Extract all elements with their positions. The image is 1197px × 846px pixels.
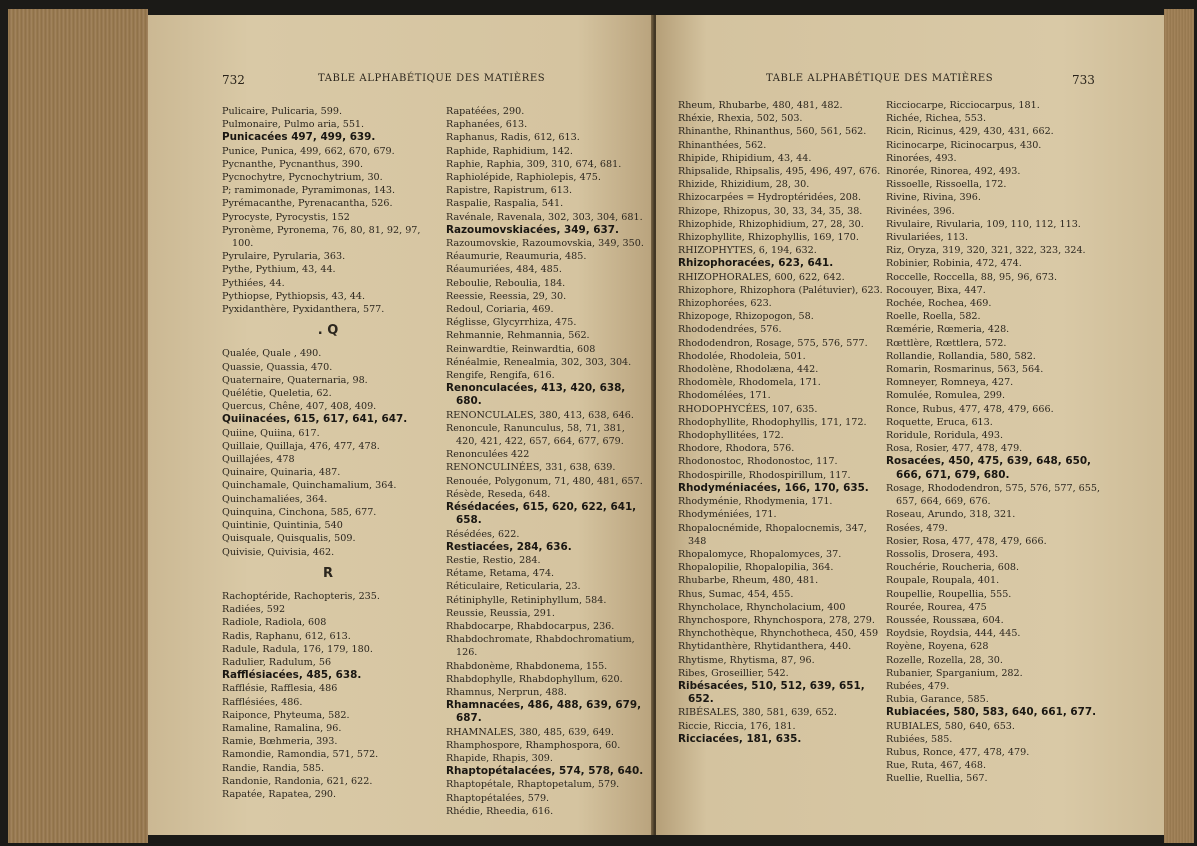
index-entry: Quassie, Quassia, 470. (222, 361, 333, 373)
index-entry: Pythiopse, Pythiopsis, 43, 44. (222, 290, 366, 302)
index-entry: Pythiées, 44. (222, 277, 285, 289)
index-entry: Quinaire, Quinaria, 487. (222, 467, 341, 479)
index-entry: Rosées, 479. (886, 522, 948, 534)
index-entry: Rhizophyllite, Rhizophyllis, 169, 170. (678, 232, 859, 244)
index-entry: Résède, Reseda, 648. (446, 488, 551, 500)
index-entry: Richée, Richea, 553. (886, 113, 986, 125)
index-entry: Rhipsalide, Rhipsalis, 495, 496, 497, 676. (678, 166, 881, 178)
running-header-right: TABLE ALPHABÉTIQUE DES MATIÈRES (766, 73, 994, 84)
index-entry-family: Résédacées, 615, 620, 622, 641, 658. (446, 501, 637, 527)
index-entry: Rhus, Sumac, 454, 455. (678, 588, 794, 600)
index-entry: Roquette, Eruca, 613. (886, 416, 993, 428)
index-entry: Royène, Royena, 628 (886, 641, 989, 653)
index-entry: Pyrocyste, Pyrocystis, 152 (222, 211, 350, 223)
index-entry: Robinier, Robinia, 472, 474. (886, 258, 1022, 270)
index-entry-family: Ribésacées, 510, 512, 639, 651, 652. (678, 679, 865, 706)
index-entry: Rhizope, Rhizopus, 30, 33, 34, 35, 38. (678, 205, 863, 217)
index-entry: Ruellie, Ruellia, 567. (886, 773, 988, 785)
index-entry: Rossolis, Drosera, 493. (886, 548, 999, 560)
index-entry: Rhodore, Rhodora, 576. (678, 443, 795, 455)
index-entry: Ramie, Bœhmeria, 393. (222, 736, 338, 748)
index-entry: Rinorée, Rinorea, 492, 493. (886, 166, 1021, 178)
index-entry: Quercus, Chêne, 407, 408, 409. (222, 401, 377, 413)
index-entry: Quélétie, Queletia, 62. (222, 388, 332, 400)
index-entry-family: Rosacées, 450, 475, 639, 648, 650, 666, 671, 679, 680. (886, 455, 1091, 481)
index-entry: Rubanier, Sparganium, 282. (886, 667, 1023, 679)
right-page (656, 15, 1164, 835)
index-entry: RHIZOPHYTES, 6, 194, 632. (678, 245, 817, 257)
index-entry: Ravénale, Ravenala, 302, 303, 304, 681. (446, 211, 643, 223)
index-entry: Rhodomélées, 171. (678, 390, 771, 402)
index-entry: Rengife, Rengifa, 616. (446, 370, 555, 382)
index-entry: Rhododendron, Rosage, 575, 576, 577. (678, 337, 868, 349)
index-entry-family: Renonculacées, 413, 420, 638, 680. (446, 382, 626, 408)
index-entry: Rhabdocarpe, Rhabdocarpus, 236. (446, 620, 615, 632)
index-entry: Rissoelle, Rissoella, 172. (886, 179, 1007, 191)
index-entry: Rafflésie, Rafflesia, 486 (222, 683, 338, 695)
index-entry: Rhynchospore, Rhynchospora, 278, 279. (678, 614, 875, 626)
index-entry: Pythe, Pythium, 43, 44. (222, 264, 336, 276)
index-entry: Rourée, Rourea, 475 (886, 601, 987, 613)
index-entry: Rhabdophylle, Rhabdophyllum, 620. (446, 673, 623, 685)
index-entry: Romarin, Rosmarinus, 563, 564. (886, 364, 1044, 376)
index-entry: Rocouyer, Bixa, 447. (886, 284, 986, 296)
index-entry: Qualée, Quale , 490. (222, 348, 322, 360)
index-entry: Rétame, Retama, 474. (446, 568, 555, 580)
index-entry: Rapistre, Rapistrum, 613. (446, 185, 572, 197)
index-entry: Riccie, Riccia, 176, 181. (678, 720, 796, 732)
index-entry: Réglisse, Glycyrrhiza, 475. (446, 317, 577, 329)
index-entry: Punice, Punica, 499, 662, 670, 679. (222, 145, 395, 157)
index-entry: Quillajées, 478 (222, 454, 295, 466)
index-entry: Rapatéées, 290. (446, 106, 525, 117)
index-entry: Rhodonostoc, Rhodonostoc, 117. (678, 456, 838, 468)
index-entry: Rivine, Rivina, 396. (886, 192, 981, 204)
index-entry: Rubia, Garance, 585. (886, 694, 989, 706)
index-entry: RHODOPHYCÉES, 107, 635. (678, 403, 818, 415)
book-page-edges-right (1164, 9, 1194, 843)
index-entry-family: Ricciacées, 181, 635. (678, 732, 802, 745)
index-entry: Rhinanthées, 562. (678, 139, 767, 151)
index-entry: Roseau, Arundo, 318, 321. (886, 509, 1016, 521)
index-entry: Rubées, 479. (886, 680, 950, 692)
section-letter-heading: . Q (317, 323, 339, 339)
index-entry: Rœttlère, Rœttlera, 572. (886, 337, 1007, 349)
index-entry: Pycnochytre, Pycnochytrium, 30. (222, 172, 383, 184)
index-entry: P; ramimonade, Pyramimonas, 143. (222, 185, 396, 197)
index-entry: Raiponce, Phyteuma, 582. (222, 709, 350, 721)
index-entry: Rhamphospore, Rhamphospora, 60. (446, 739, 621, 751)
book-page-edges-left (8, 9, 148, 843)
index-entry: Rhopalocnémide, Rhopalocnemis, 347, 348 (678, 522, 867, 547)
index-entry: RHAMNALES, 380, 485, 639, 649. (446, 726, 614, 738)
index-entry: Rosier, Rosa, 477, 478, 479, 666. (886, 535, 1047, 547)
index-entry: Reussie, Reussia, 291. (446, 607, 555, 619)
index-entry: Rhodolée, Rhodoleia, 501. (678, 350, 806, 362)
index-entry: Rehmannie, Rehmannia, 562. (446, 330, 590, 342)
index-entry: RENONCULINÉES, 331, 638, 639. (446, 462, 616, 474)
index-entry: Quaternaire, Quaternaria, 98. (222, 374, 368, 386)
index-entry-family: Punicacées 497, 499, 639. (222, 131, 376, 144)
index-entry: Rapatée, Rapatea, 290. (222, 788, 337, 800)
index-entry: Rhodospirille, Rhodospirillum, 117. (678, 469, 851, 481)
index-entry: Rhopalopilie, Rhopalopilia, 364. (678, 562, 834, 574)
index-entry: Rhinanthe, Rhinanthus, 560, 561, 562. (678, 126, 867, 138)
index-entry: Raphiolépide, Raphiolepis, 475. (446, 172, 601, 184)
section-letter-heading: R (322, 565, 333, 581)
index-entry: Rachoptéride, Rachopteris, 235. (222, 590, 380, 602)
index-entry: Reinwardtie, Reinwardtia, 608 (446, 343, 596, 355)
index-entry: Rhodomèle, Rhodomela, 171. (678, 377, 821, 389)
index-entry-family: Rhamnacées, 486, 488, 639, 679, 687. (446, 699, 642, 725)
open-book (8, 9, 1194, 843)
index-entry: Rhyncholace, Rhyncholacium, 400 (678, 601, 846, 613)
index-entry: Quinchamaliées, 364. (222, 493, 328, 505)
index-entry: Raphanus, Radis, 612, 613. (446, 132, 580, 144)
index-entry: Raspalie, Raspalia, 541. (446, 198, 564, 210)
index-entry: Rhabdochromate, Rhabdochromatium, 126. (446, 634, 635, 659)
index-entry: Rozelle, Rozella, 28, 30. (886, 654, 1003, 666)
index-entry: Ramaline, Ramalina, 96. (222, 722, 342, 734)
index-entry: Rue, Ruta, 467, 468. (886, 760, 987, 772)
index-entry: Roridule, Roridula, 493. (886, 430, 1004, 442)
index-entry: Rhynchothèque, Rhynchotheca, 450, 459 (678, 628, 879, 640)
index-entry: Raphie, Raphia, 309, 310, 674, 681. (446, 158, 622, 170)
index-entry: Reboulie, Reboulia, 184. (446, 277, 566, 289)
index-entry-family: Rhizophoracées, 623, 641. (678, 257, 834, 270)
index-entry: Rhytisme, Rhytisma, 87, 96. (678, 654, 815, 666)
index-entry: Rhabdonème, Rhabdonema, 155. (446, 660, 608, 672)
index-entry: Réaumurie, Reaumuria, 485. (446, 251, 587, 263)
index-entry: Rochée, Rochea, 469. (886, 298, 992, 310)
index-entry: Réaumuriées, 484, 485. (446, 264, 562, 276)
index-entry: Rhizide, Rhizidium, 28, 30. (678, 179, 810, 191)
index-entry: Razoumovskie, Razoumovskia, 349, 350. (446, 238, 644, 250)
index-entry: Roccelle, Roccella, 88, 95, 96, 673. (886, 271, 1057, 283)
index-entry: Rhipide, Rhipidium, 43, 44. (678, 152, 812, 164)
index-entry: Roupale, Roupala, 401. (886, 575, 1000, 587)
index-entry: Résédées, 622. (446, 528, 520, 540)
index-entry: Rhodophyllite, Rhodophyllis, 171, 172. (678, 416, 867, 428)
left-page (148, 15, 653, 835)
index-entry: Roydsie, Roydsia, 444, 445. (886, 628, 1021, 640)
index-entry: Rubiées, 585. (886, 733, 953, 745)
index-entry: Rhodophyllitées, 172. (678, 430, 784, 442)
index-entry: Quisquale, Quisqualis, 509. (222, 533, 356, 545)
index-entry: Rivinées, 396. (886, 205, 955, 217)
index-entry: Pycnanthe, Pycnanthus, 390. (222, 158, 364, 170)
index-entry: Rosage, Rhododendron, 575, 576, 577, 655, 657, 664, 669, 676. (886, 482, 1101, 508)
index-entry: RENONCULALES, 380, 413, 638, 646. (446, 409, 634, 421)
index-entry: Quivisie, Quivisia, 462. (222, 546, 335, 558)
index-entry: Randonie, Randonia, 621, 622. (222, 775, 373, 787)
index-entry: Ricin, Ricinus, 429, 430, 431, 662. (886, 126, 1054, 138)
index-entry: Rétiniphylle, Retiniphyllum, 584. (446, 594, 607, 606)
index-entry: Renonculées 422 (446, 449, 530, 461)
index-entry: Rhodolène, Rhodolæna, 442. (678, 364, 819, 376)
index-entry: Rhizophide, Rhizophidium, 27, 28, 30. (678, 218, 864, 230)
index-entry: Rinorées, 493. (886, 152, 957, 164)
index-entry: Pyxidanthère, Pyxidanthera, 577. (222, 304, 385, 316)
index-column-right-2 (886, 99, 1104, 786)
index-entry: Renoncule, Ranunculus, 58, 71, 381, 420, 421, 422, 657, 664, 677, 679. (446, 422, 625, 448)
index-entry: Rivulaire, Rivularia, 109, 110, 112, 113. (886, 218, 1081, 230)
index-entry-family: Quiinacées, 615, 617, 641, 647. (222, 413, 408, 426)
index-entry: Radis, Raphanu, 612, 613. (222, 630, 351, 642)
index-entry: Pyrémacanthe, Pyrenacantha, 526. (222, 198, 393, 210)
index-entry: Restie, Restio, 284. (446, 554, 541, 566)
index-entry-family: Razoumovskiacées, 349, 637. (446, 223, 619, 236)
index-entry: Rhodyméniées, 171. (678, 509, 777, 521)
index-entry: Réticulaire, Reticularia, 23. (446, 581, 581, 593)
running-header-left: TABLE ALPHABÉTIQUE DES MATIÈRES (318, 73, 546, 84)
index-entry: Quinchamale, Quinchamalium, 364. (222, 480, 397, 492)
index-entry: Pulmonaire, Pulmo aria, 551. (222, 119, 365, 131)
index-entry: Redoul, Coriaria, 469. (446, 304, 554, 316)
index-entry: Ricinocarpe, Ricinocarpus, 430. (886, 139, 1042, 151)
index-entry-family: Rubiacées, 580, 583, 640, 661, 677. (886, 706, 1097, 719)
page-number-right: 733 (1072, 73, 1095, 87)
index-entry: Rhopalomyce, Rhopalomyces, 37. (678, 548, 842, 560)
index-entry: Rhamnus, Nerprun, 488. (446, 686, 567, 698)
index-entry: Radulier, Radulum, 56 (222, 656, 332, 668)
index-entry: Rhytidanthère, Rhytidanthera, 440. (678, 641, 852, 653)
index-entry: Reessie, Reessia, 29, 30. (446, 290, 567, 302)
index-entry: Rouchérie, Roucheria, 608. (886, 562, 1020, 574)
index-entry: Riz, Oryza, 319, 320, 321, 322, 323, 324. (886, 245, 1086, 257)
index-entry: Rhéxie, Rhexia, 502, 503. (678, 113, 803, 125)
index-entry: Pyronème, Pyronema, 76, 80, 81, 92, 97, 100. (222, 224, 421, 250)
index-column-left-2 (446, 105, 644, 818)
index-entry-family: Restiacées, 284, 636. (446, 540, 572, 553)
index-entry: Radiole, Radiola, 608 (222, 617, 327, 629)
index-entry: Ronce, Rubus, 477, 478, 479, 666. (886, 403, 1054, 415)
index-entry: Rénéalmie, Renealmia, 302, 303, 304. (446, 356, 632, 368)
index-entry: Rhubarbe, Rheum, 480, 481. (678, 575, 819, 587)
index-entry: Rhizocarpées = Hydroptéridées, 208. (678, 192, 862, 204)
index-entry: Rollandie, Rollandia, 580, 582. (886, 350, 1036, 362)
page-number-left: 732 (222, 73, 245, 87)
index-entry: Radiées, 592 (222, 604, 286, 616)
index-entry: Radule, Radula, 176, 179, 180. (222, 643, 373, 655)
index-entry: Renouée, Polygonum, 71, 480, 481, 657. (446, 475, 643, 487)
index-entry: Rhizopoge, Rhizopogon, 58. (678, 311, 814, 323)
index-entry: Rhizophore, Rhizophora (Palétuvier), 623. (678, 284, 883, 296)
index-entry: Romulée, Romulea, 299. (886, 390, 1005, 402)
index-entry: Rhododendrées, 576. (678, 324, 782, 336)
index-entry: Ribes, Groseillier, 542. (678, 667, 789, 679)
index-entry-family: Rafflésiacées, 485, 638. (222, 669, 362, 682)
index-entry: RHIZOPHORALES, 600, 622, 642. (678, 271, 845, 283)
index-entry: Pulicaire, Pulicaria, 599. (222, 106, 342, 117)
index-entry: Rhapide, Rhapis, 309. (446, 752, 553, 764)
index-entry: Roupellie, Roupellia, 555. (886, 588, 1012, 600)
index-entry: Roelle, Roella, 582. (886, 311, 981, 323)
index-entry: Raphide, Raphidium, 142. (446, 145, 573, 157)
index-entry: Rhodyménie, Rhodymenia, 171. (678, 496, 833, 508)
index-entry: Rœmérie, Rœmeria, 428. (886, 324, 1010, 336)
index-entry: Rubus, Ronce, 477, 478, 479. (886, 746, 1030, 758)
index-entry: Quintinie, Quintinia, 540 (222, 520, 343, 532)
index-entry: Ricciocarpe, Ricciocarpus, 181. (886, 100, 1040, 111)
index-entry: RIBÉSALES, 380, 581, 639, 652. (678, 707, 837, 719)
index-entry: Rafflésiées, 486. (222, 696, 303, 708)
index-entry: Rhizophorées, 623. (678, 298, 772, 310)
index-column-right-1 (678, 99, 883, 746)
index-entry: Rheum, Rhubarbe, 480, 481, 482. (678, 100, 843, 111)
index-entry: Quiine, Quiina, 617. (222, 427, 320, 439)
index-entry: RUBIALES, 580, 640, 653. (886, 720, 1015, 732)
index-entry: Rhédie, Rheedia, 616. (446, 805, 554, 817)
index-entry: Randie, Randia, 585. (222, 762, 325, 774)
index-entry: Rosa, Rosier, 477, 478, 479. (886, 443, 1023, 455)
index-entry: Rivulariées, 113. (886, 232, 969, 244)
index-entry: Ramondie, Ramondia, 571, 572. (222, 749, 379, 761)
index-column-left-1 (222, 105, 434, 801)
index-entry-family: Rhaptopétalacées, 574, 578, 640. (446, 765, 644, 778)
index-entry-family: Rhodyméniacées, 166, 170, 635. (678, 481, 869, 494)
index-entry: Romneyer, Romneya, 427. (886, 377, 1014, 389)
index-entry: Raphanées, 613. (446, 119, 528, 131)
index-entry: Rhaptopétale, Rhaptopetalum, 579. (446, 779, 620, 791)
index-entry: Rhaptopétalées, 579. (446, 792, 550, 804)
index-entry: Pyrulaire, Pyrularia, 363. (222, 251, 346, 263)
index-entry: Roussée, Roussæa, 604. (886, 614, 1004, 626)
index-entry: Quinquina, Cinchona, 585, 677. (222, 506, 377, 518)
index-entry: Quillaie, Quillaja, 476, 477, 478. (222, 440, 380, 452)
